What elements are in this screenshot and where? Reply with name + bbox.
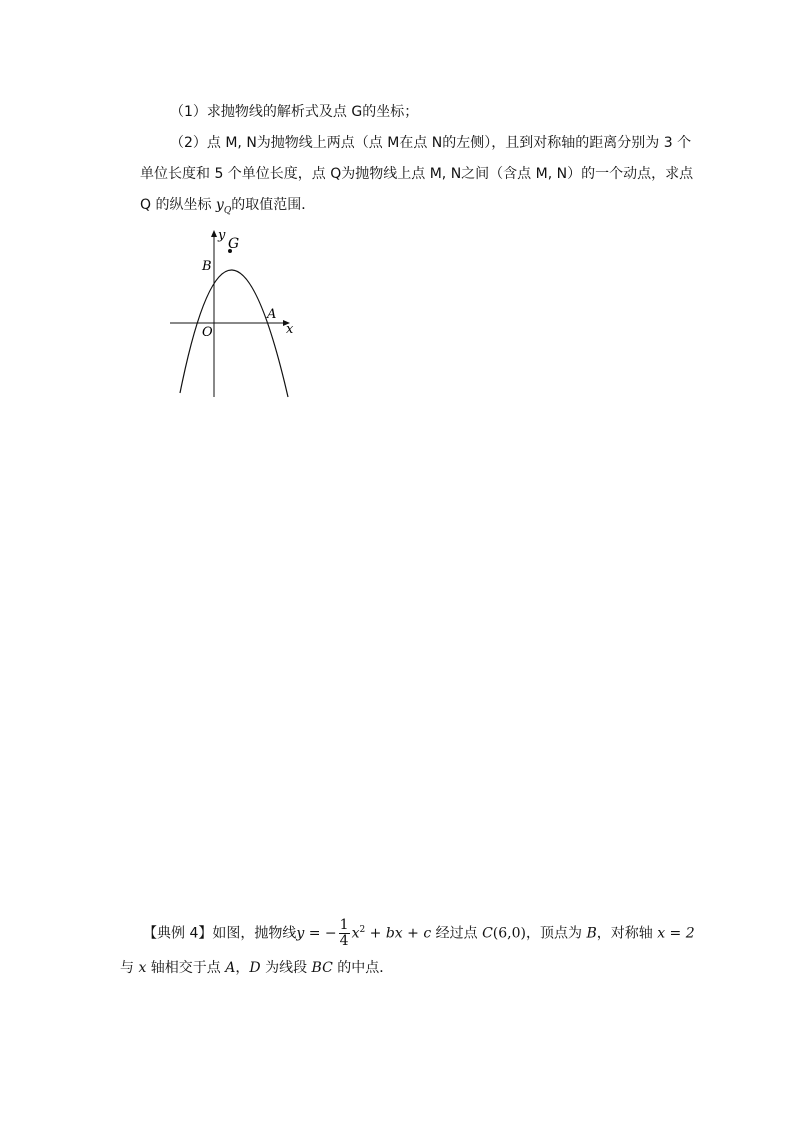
- fraction-numerator: 1: [339, 917, 349, 933]
- parabola-curve: [180, 270, 288, 397]
- axis-equation: x = 2: [657, 925, 695, 942]
- line2-bc: BC: [311, 960, 333, 976]
- question-1: （1）求抛物线的解析式及点 G的坐标；: [170, 104, 419, 120]
- line2-a: A: [225, 960, 236, 976]
- example-4-tag: 【典例 4】: [143, 925, 213, 942]
- passes-text: 经过点: [431, 925, 483, 942]
- y-q-variable: y: [215, 197, 224, 213]
- equation-rest: + bx + c: [365, 925, 432, 942]
- example-4-line-1: [143, 918, 695, 949]
- question-2-line-1: （2）点 M, N为抛物线上两点（点 M在点 N的左侧），且到对称轴的距离分别为 3 个: [170, 135, 692, 151]
- point-c-coords: (6,0): [492, 925, 526, 942]
- line2-mid2: 为线段: [260, 960, 312, 976]
- parabola-figure: [160, 225, 310, 405]
- question-2-suffix: 的取值范围．: [231, 197, 316, 213]
- question-2-prefix: Q 的纵坐标: [140, 197, 216, 213]
- y-axis-arrow: [211, 230, 217, 237]
- point-a-label: A: [267, 307, 277, 322]
- equation-fraction: [339, 918, 350, 949]
- y-axis-label: y: [218, 228, 226, 243]
- line2-end: 的中点．: [332, 960, 394, 976]
- equation-exponent: 2: [359, 924, 366, 935]
- axis-text: ，对称轴: [596, 925, 658, 942]
- example-4-intro: 如图，抛物线: [212, 925, 297, 942]
- y-q-subscript: Q: [223, 205, 232, 216]
- origin-label: O: [202, 325, 213, 340]
- vertex-label: G: [228, 236, 240, 252]
- equation-lhs: y = −: [296, 925, 337, 942]
- question-2-line-2: 单位长度和 5 个单位长度，点 Q为抛物线上点 M, N之间（含点 M, N）的一个动点，求点: [140, 166, 694, 182]
- fraction-denominator: 4: [339, 933, 349, 949]
- line2-x: x: [138, 960, 147, 976]
- equation-x: x: [351, 925, 360, 942]
- example-4-line-2: [120, 958, 393, 978]
- point-b-label: B: [202, 259, 212, 274]
- question-2-line-3: [140, 195, 315, 221]
- point-c: C: [482, 925, 493, 942]
- x-axis-label: x: [286, 322, 294, 337]
- vertex-text: ，顶点为: [526, 925, 587, 942]
- line2-prefix: 与: [120, 960, 139, 976]
- line2-mid: 轴相交于点: [146, 960, 226, 976]
- line2-comma: ，: [235, 960, 250, 976]
- vertex-b: B: [586, 925, 597, 942]
- line2-d: D: [249, 960, 261, 976]
